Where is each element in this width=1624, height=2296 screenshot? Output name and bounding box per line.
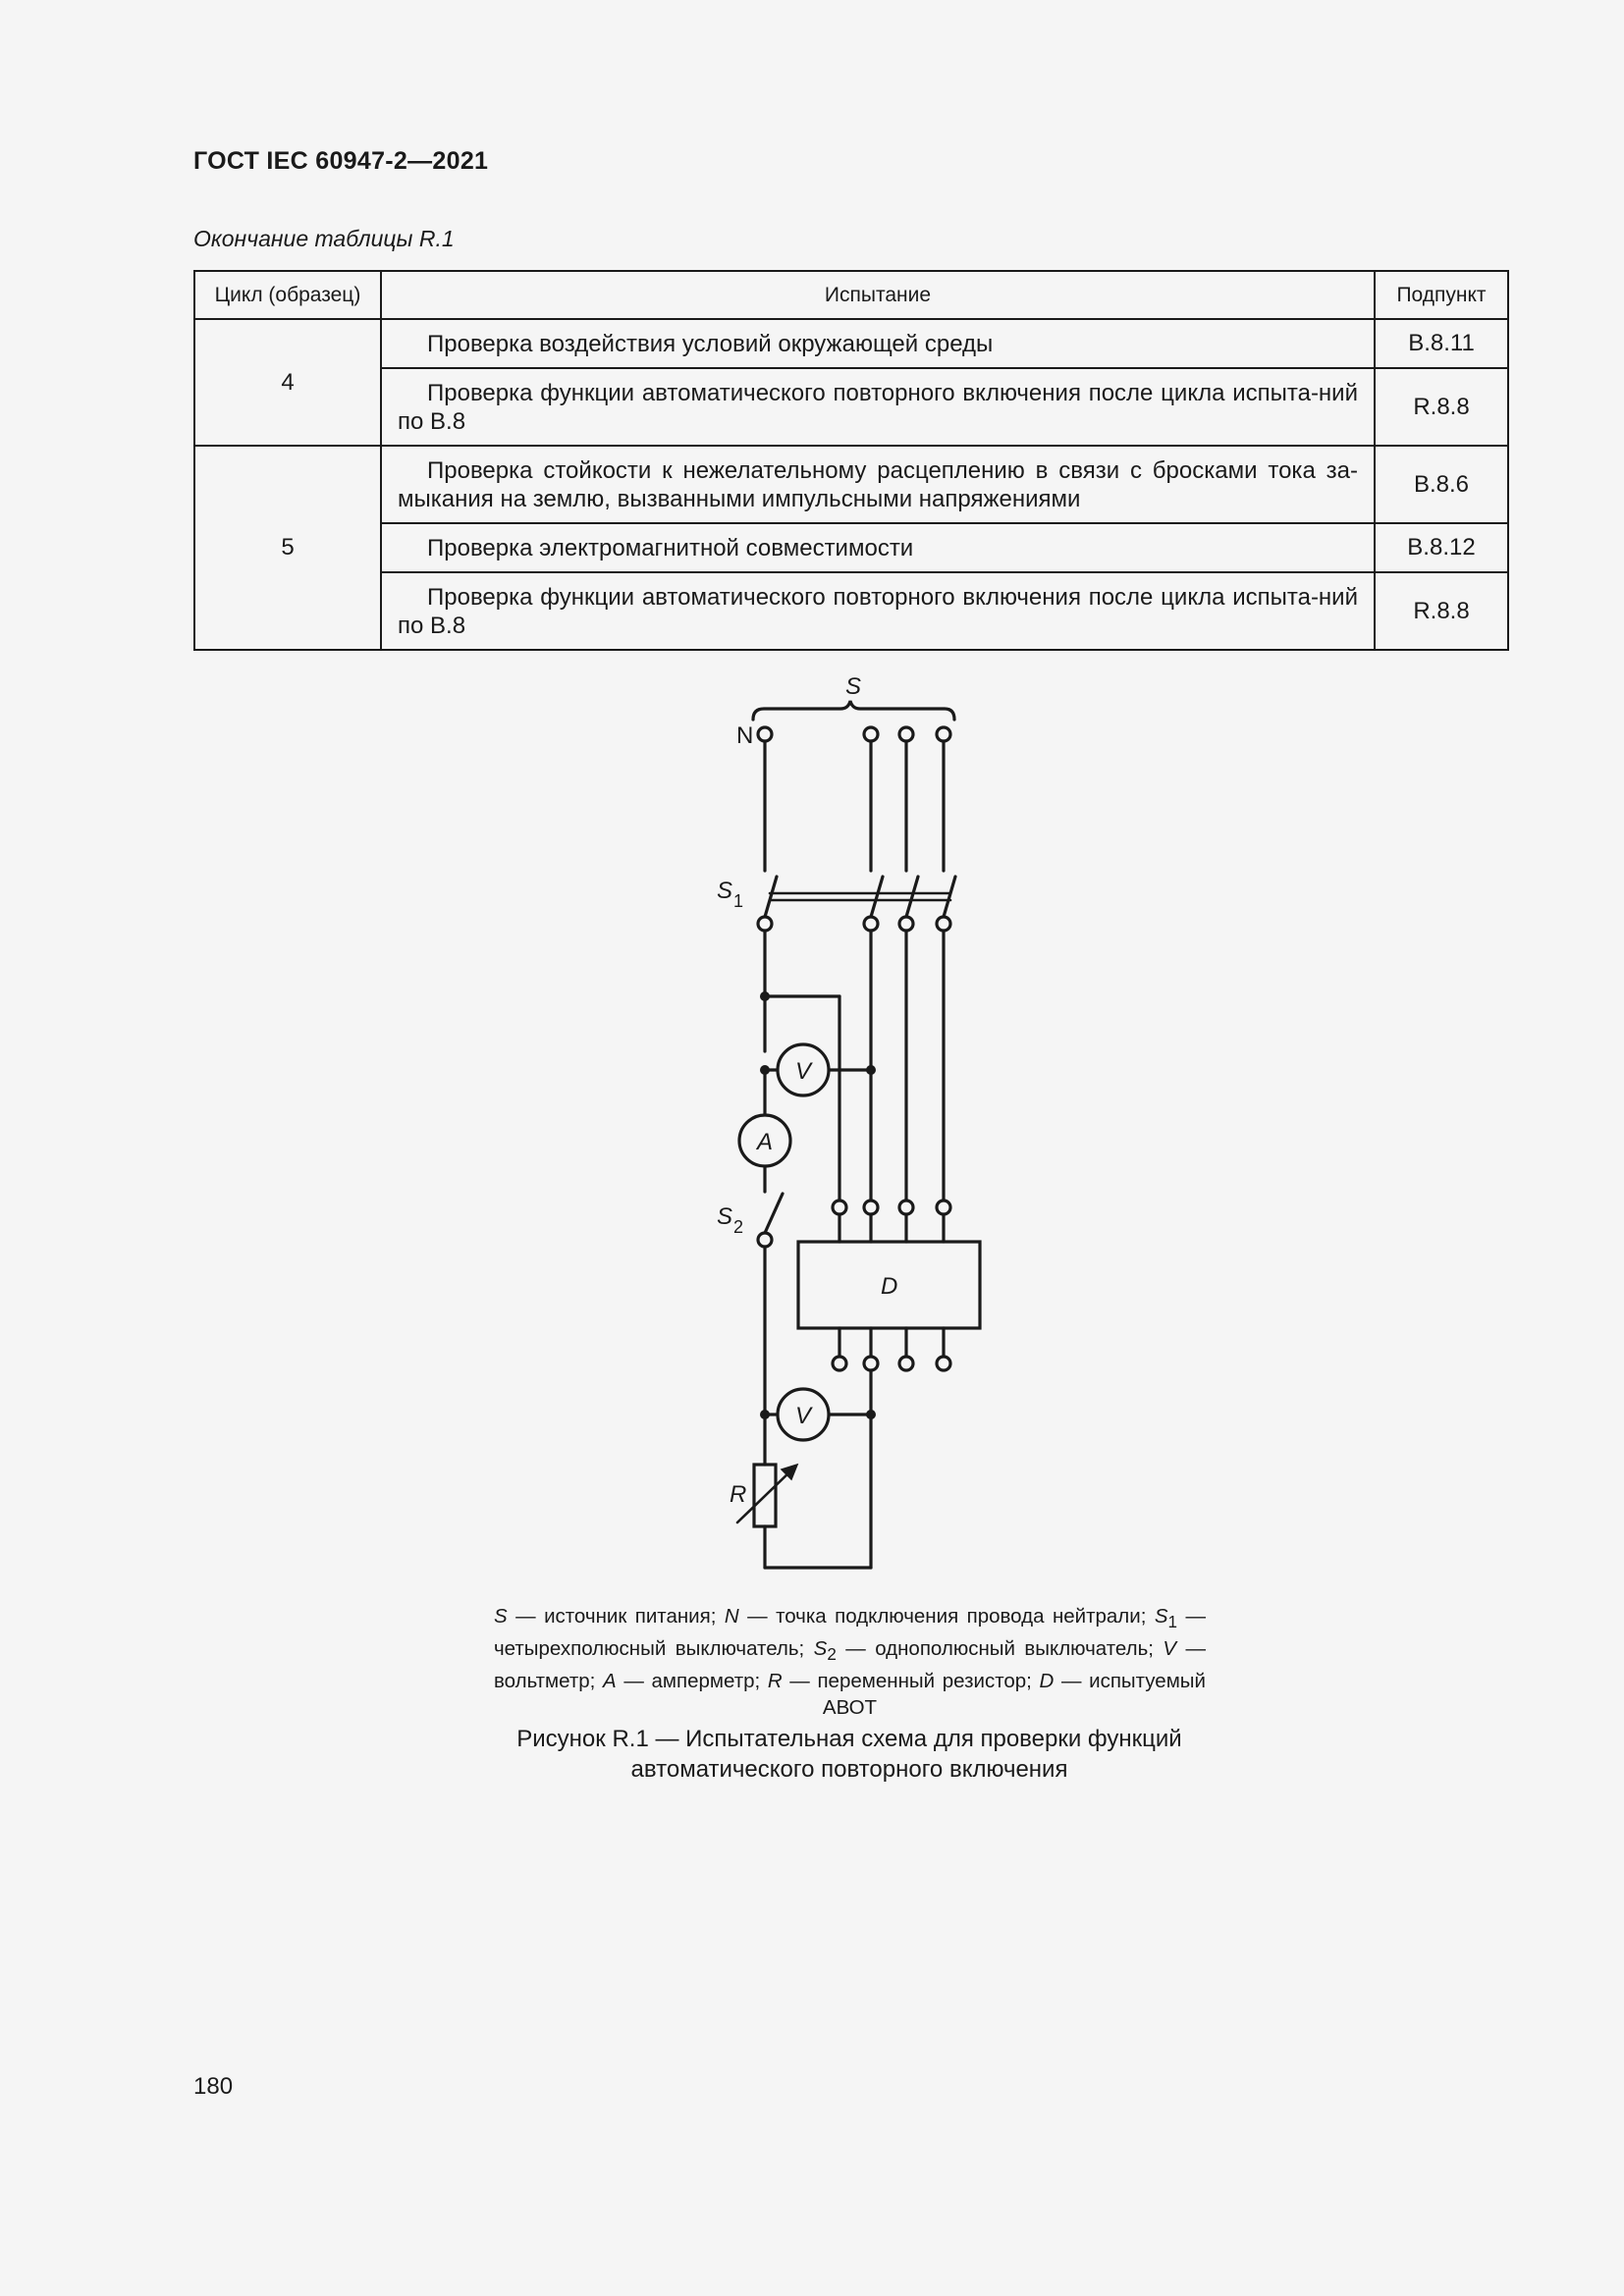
cycle-cell: 5 [194, 446, 381, 650]
terminal-l3 [937, 727, 950, 741]
clause-cell: B.8.11 [1375, 319, 1508, 368]
clause-cell: R.8.8 [1375, 368, 1508, 446]
terminal-l1 [864, 727, 878, 741]
label-v1: V [795, 1058, 812, 1085]
clause-cell: B.8.6 [1375, 446, 1508, 523]
table-continuation-caption: Окончание таблицы R.1 [193, 226, 455, 251]
figure-caption-line1: Рисунок R.1 — Испытательная схема для проверки функций [516, 1726, 1182, 1752]
label-s: S [845, 673, 862, 700]
label-a: A [757, 1129, 774, 1155]
label-v2: V [795, 1403, 812, 1429]
terminal-l2 [899, 727, 913, 741]
clause-cell: B.8.12 [1375, 523, 1508, 572]
document-header: ГОСТ IEC 60947-2—2021 [193, 147, 489, 175]
label-r: R [730, 1481, 747, 1508]
clause-cell: R.8.8 [1375, 572, 1508, 650]
figure-caption [452, 1724, 1247, 1785]
terminal-n [758, 727, 772, 741]
col-header-cycle: Цикл (образец) [194, 271, 381, 319]
label-s1-sub: 1 [733, 891, 744, 911]
label-d: D [881, 1273, 898, 1300]
label-s2-sub: 2 [733, 1217, 744, 1237]
source-brace [753, 701, 954, 720]
four-pole-switch-s1 [765, 877, 955, 917]
test-cell: Проверка электромагнитной совместимости [381, 523, 1375, 572]
test-cell: Проверка функции автоматического повторного включения после цикла испыта-ний по B.8 [381, 572, 1375, 650]
test-cell: Проверка воздействия условий окружающей среды [381, 319, 1375, 368]
label-s2: S [717, 1203, 733, 1230]
figure-legend: S — источник питания; N — точка подключения провода нейтрали; $S_1$ — четырехполюсный выключатель; $S_2$ — однополюсный выключатель; V — вольтметр; A — амперметр; R — переменный резистор; D — испытуемый АВОТ [494, 1605, 1206, 1720]
col-header-clause: Подпункт [1375, 271, 1508, 319]
test-cell: Проверка функции автоматического повторного включения после цикла испыта-ний по B.8 [381, 368, 1375, 446]
label-s1: S [717, 878, 733, 904]
page-number: 180 [193, 2073, 234, 2100]
test-cell: Проверка стойкости к нежелательному расцеплению в связи с бросками тока за-мыкания на землю, вызванными импульсными напряжениями [381, 446, 1375, 523]
label-n: N [736, 722, 754, 749]
figure-caption-line2: автоматического повторного включения [630, 1756, 1068, 1783]
col-header-test: Испытание [381, 271, 1375, 319]
single-pole-switch-s2 [765, 1194, 783, 1233]
cycle-cell: 4 [194, 319, 381, 446]
